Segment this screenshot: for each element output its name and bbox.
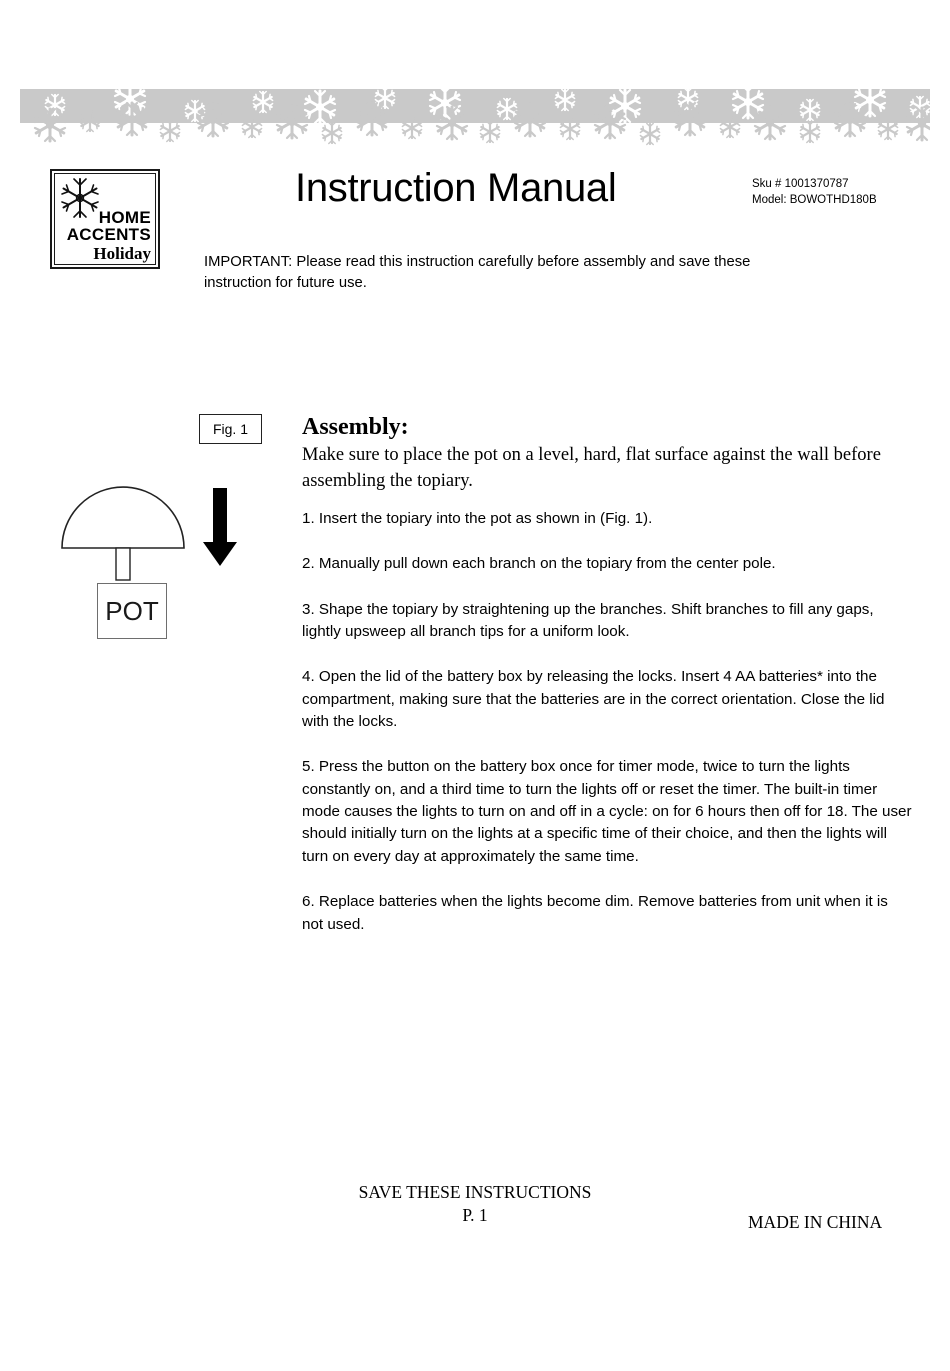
model-number: Model: BOWOTHD180B xyxy=(752,193,877,206)
assembly-steps xyxy=(302,508,912,936)
logo-line-holiday: Holiday xyxy=(93,243,151,263)
assembly-step: 2. Manually pull down each branch on the topiary from the center pole. xyxy=(302,555,776,573)
assembly-step: 1. Insert the topiary into the pot as shown in (Fig. 1). xyxy=(302,510,653,528)
made-in-china-text: MADE IN CHINA xyxy=(748,1212,883,1232)
logo-line-home: HOME xyxy=(98,208,151,228)
page-title: Instruction Manual xyxy=(295,166,617,210)
important-notice: IMPORTANT: Please read this instruction carefully before assembly and save these instruction for future use. xyxy=(204,254,751,291)
logo-wordmark xyxy=(67,209,151,262)
topiary-dome-icon xyxy=(62,487,184,548)
assembly-step: 6. Replace batteries when the lights become dim. Remove batteries from unit when it is not used. xyxy=(302,893,888,933)
pot-label: POT xyxy=(105,595,159,626)
center-pole-icon xyxy=(116,548,130,580)
snowflake-border-icon xyxy=(20,89,930,151)
figure-label-text: Fig. 1 xyxy=(212,421,248,437)
save-instructions-text: SAVE THESE INSTRUCTIONS xyxy=(358,1182,592,1202)
logo-border xyxy=(54,173,156,265)
assembly-heading: Assembly: xyxy=(302,414,409,440)
logo-line-accents: ACCENTS xyxy=(66,225,151,245)
product-identifiers xyxy=(752,177,877,208)
snowflake-banner xyxy=(20,89,930,151)
assembly-step: 4. Open the lid of the battery box by releasing the locks. Insert 4 AA batteries* into the compartment, making sure that the batteries are in the correct orientation. Close the lid with the locks. xyxy=(302,668,885,731)
brand-logo xyxy=(50,169,160,269)
down-arrow-icon xyxy=(203,488,237,566)
assembly-step: 5. Press the button on the battery box once for timer mode, twice to turn the lights constantly on, and a third time to turn the lights off or reset the timer. The built-in timer mode causes the lights to turn on and off in a cycle: on for 6 hours then off for 18. The user should initially turn on the lights at a specific time of their choice, and then the lights will turn on every day at approximately the same time. xyxy=(302,758,912,865)
sku-number: Sku # 1001370787 xyxy=(752,178,849,190)
page-number: P. 1 xyxy=(462,1204,488,1225)
figure-label-box xyxy=(199,414,262,444)
assembly-step: 3. Shape the topiary by straightening up the branches. Shift branches to fill any gaps, lightly upsweep all branch tips for a uniform look. xyxy=(302,600,874,641)
pot-box xyxy=(97,583,167,639)
assembly-section xyxy=(302,414,912,959)
assembly-intro: Make sure to place the pot on a level, hard, flat surface against the wall before assembling the topiary. xyxy=(302,445,881,491)
